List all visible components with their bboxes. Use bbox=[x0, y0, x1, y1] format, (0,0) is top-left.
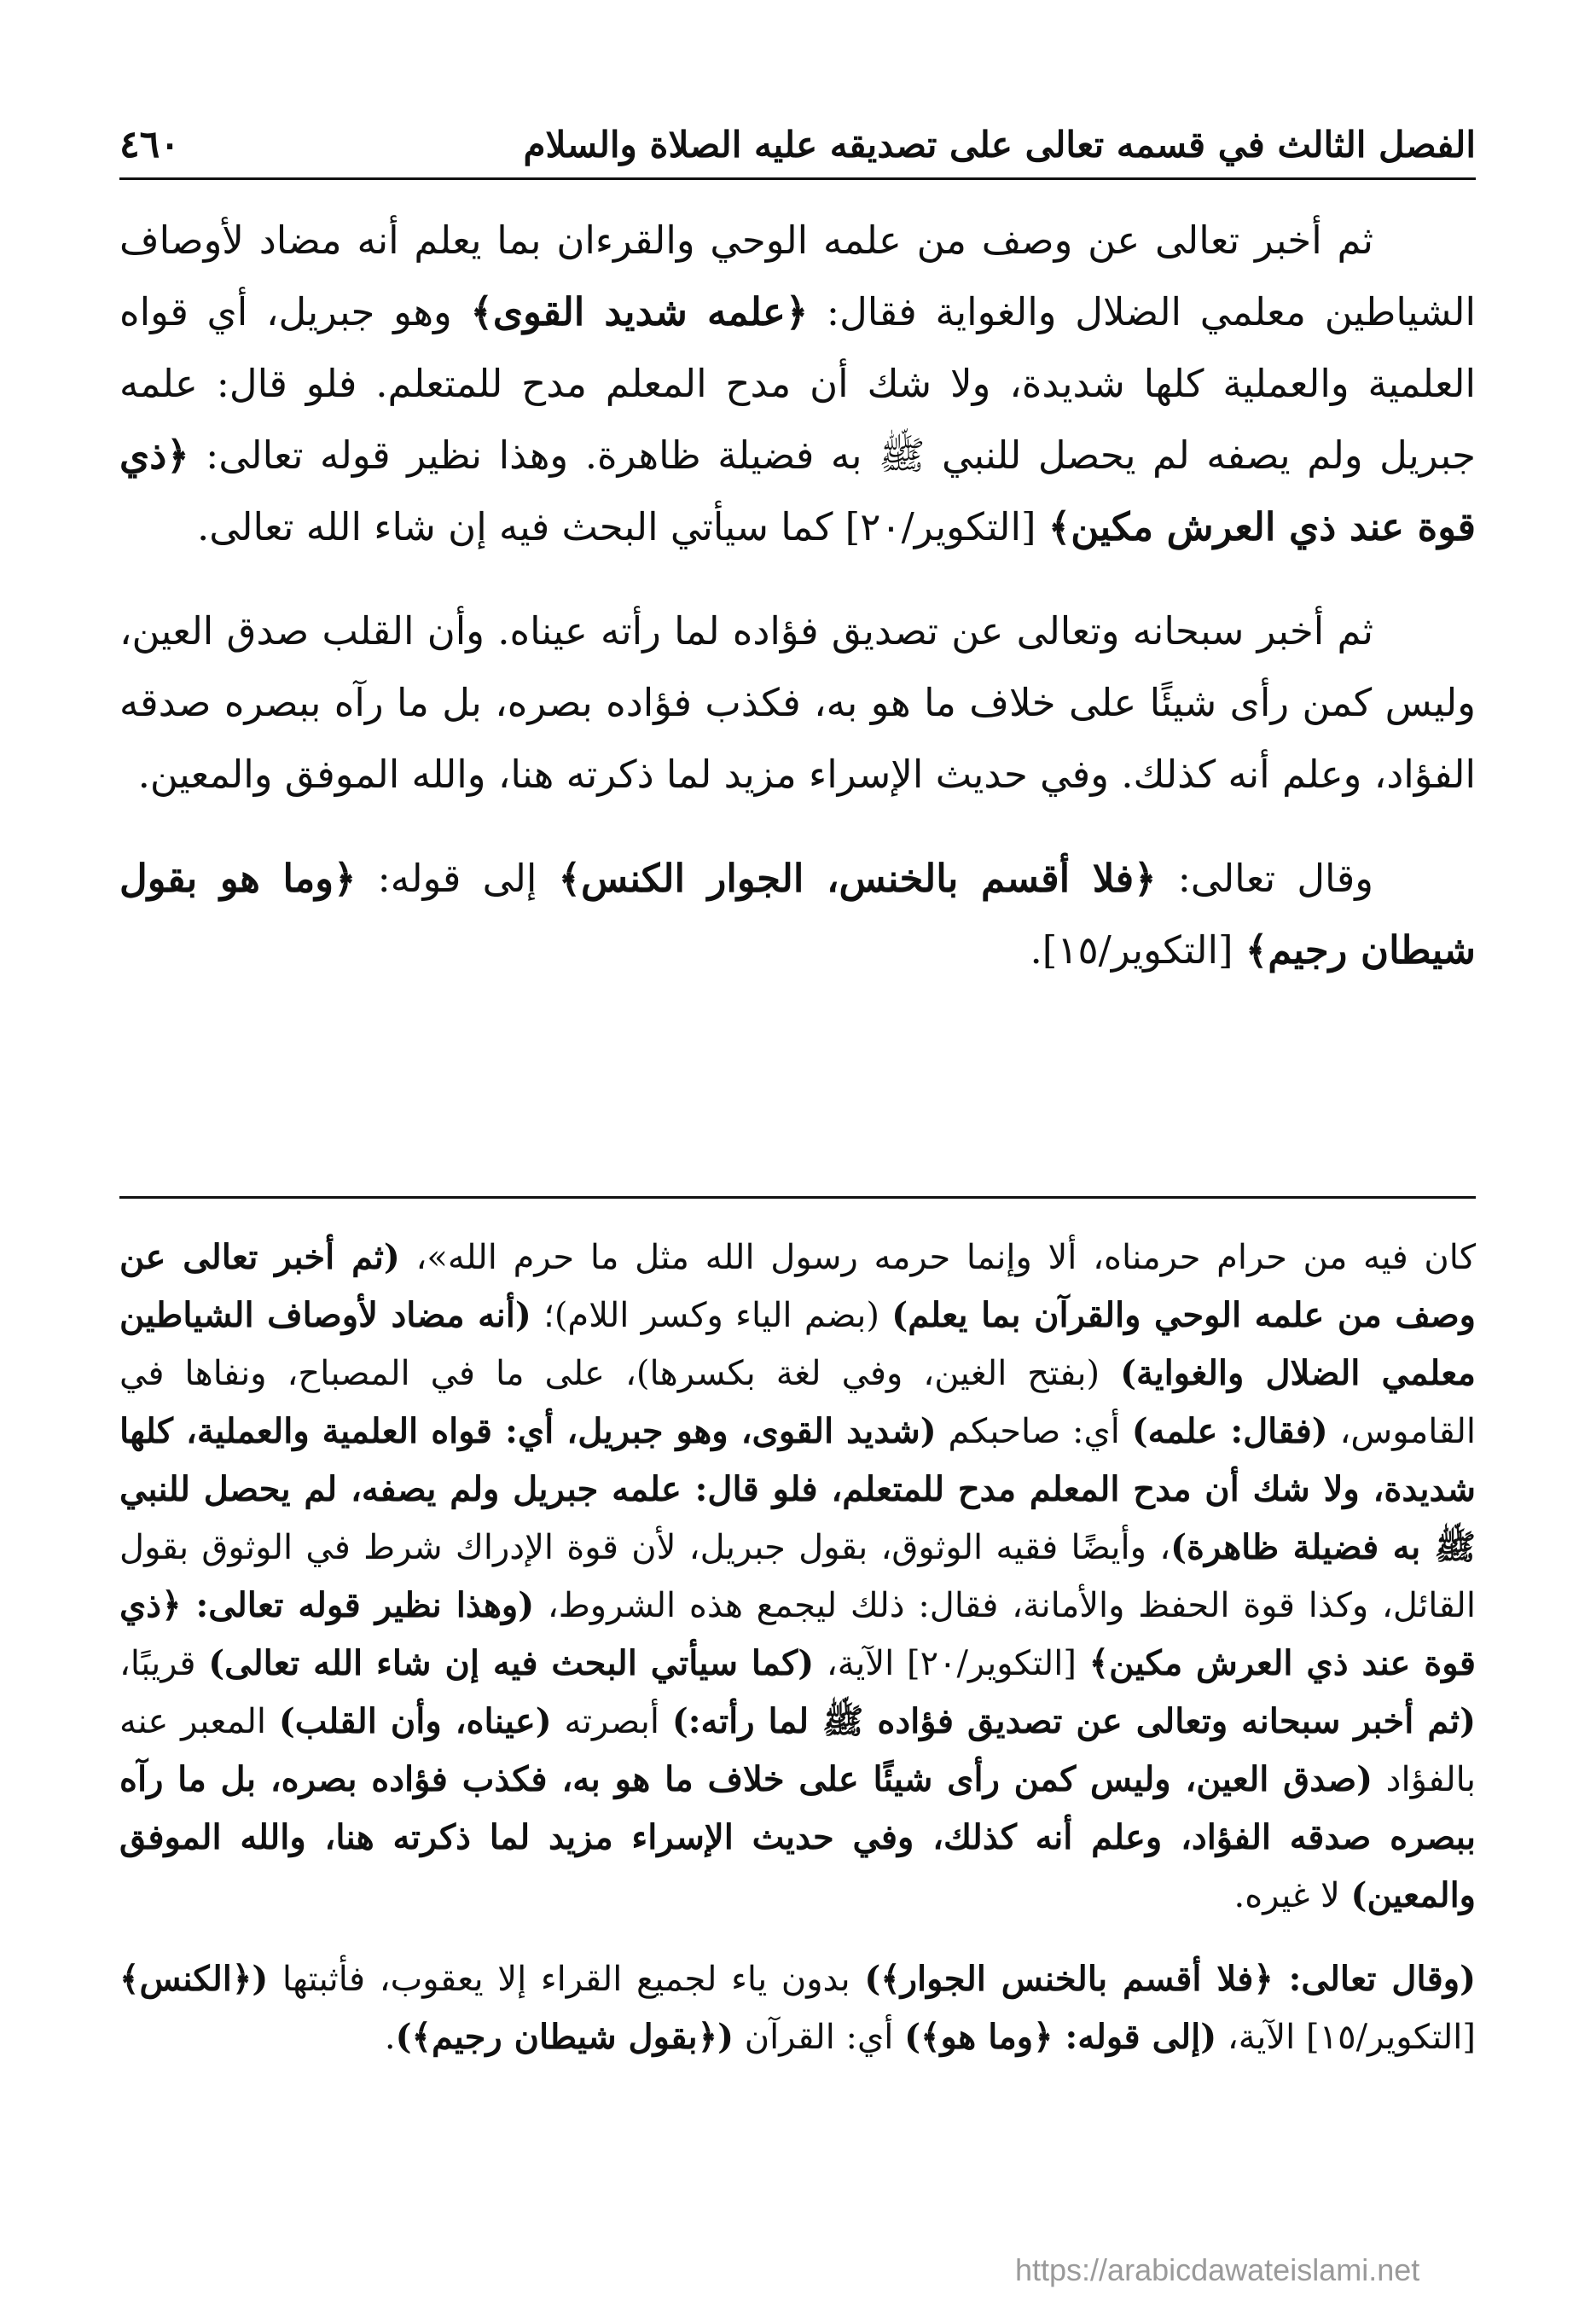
text-run: [التكوير/١٥] الآية، bbox=[1216, 2018, 1476, 2057]
quran-quote: ﴿ذي قوة عند ذي العرش مكين﴾ bbox=[119, 433, 1476, 549]
text-run: [التكوير/٢٠] الآية، bbox=[814, 1644, 1089, 1683]
bold-run: (﴿بقول شيطان رجيم﴾) bbox=[395, 2017, 734, 2057]
text-run: كان فيه من حرام حرمناه، ألا وإنما حرمه رسول الله مثل ما حرم الله»، bbox=[399, 1238, 1476, 1277]
text-run: إلى قوله: bbox=[356, 856, 559, 901]
main-paragraph bbox=[119, 843, 1476, 986]
page-number: ٤٦٠ bbox=[119, 122, 180, 166]
text-run: ثم أخبر تعالى عن وصف من علمه الوحي والقرءان بما يعلم أنه مضاد لأوصاف الشياطين معلمي الضلال والغواية فقال: bbox=[119, 218, 1476, 334]
text-run: (بفتح الغين، وفي لغة بكسرها)، على ما في المصباح، ونفاها في القاموس، bbox=[119, 1354, 1477, 1451]
bold-run: (فقال: علمه) bbox=[1131, 1411, 1328, 1451]
text-run: أبصرته bbox=[551, 1702, 672, 1741]
bold-run: (ثم أخبر تعالى عن وصف من علمه الوحي والقرآن بما يعلم) bbox=[119, 1237, 1477, 1335]
bold-run: (وقال تعالى: ﴿فلا أقسم بالخنس الجوار﴾) bbox=[864, 1959, 1477, 1999]
main-paragraph bbox=[119, 205, 1476, 563]
bold-run: (وهذا نظير قوله تعالى: ﴿ذي قوة عند ذي العرش مكين﴾ bbox=[119, 1585, 1477, 1683]
bold-run: (ثم أخبر سبحانه وتعالى عن تصديق فؤاده ﷺ لما رأته:) bbox=[671, 1701, 1477, 1741]
commentary-text bbox=[119, 1229, 1476, 2092]
footnote-divider bbox=[119, 1196, 1476, 1199]
text-run: قريبًا، bbox=[119, 1644, 209, 1683]
quran-quote: ﴿علمه شديد القوى﴾ bbox=[470, 289, 809, 334]
text-run: المعبر عنه بالفؤاد bbox=[119, 1702, 1476, 1799]
watermark-url: https://arabicdawateislami.net bbox=[1015, 2252, 1420, 2287]
text-run: بدون ياء لجميع القراء إلا يعقوب، فأثبتها bbox=[268, 1960, 865, 1999]
quran-quote: ﴿وما هو بقول شيطان رجيم﴾ bbox=[119, 856, 1476, 973]
quran-quote: ﴿فلا أقسم بالخنس، الجوار الكنس﴾ bbox=[558, 856, 1157, 901]
page-header bbox=[119, 111, 1476, 180]
text-run: . bbox=[384, 2018, 396, 2057]
commentary-paragraph bbox=[119, 1950, 1476, 2066]
text-run: لا غيره. bbox=[1233, 1876, 1351, 1915]
text-run: ، وأيضًا فقيه الوثوق، بقول جبريل، لأن قوة الإدراك شرط في الوثوق بقول القائل، وكذا قوة الحفظ والأمانة، فقال: ذلك ليجمع هذه الشروط، bbox=[119, 1528, 1476, 1625]
text-run: [التكوير/٢٠] كما سيأتي البحث فيه إن شاء الله تعالى. bbox=[196, 504, 1048, 549]
bold-run: (كما سيأتي البحث فيه إن شاء الله تعالى) bbox=[208, 1643, 815, 1683]
bold-run: (عيناه، وأن القلب) bbox=[278, 1701, 552, 1741]
text-run: أي: صاحبكم bbox=[936, 1412, 1132, 1451]
bold-run: (صدق العين، وليس كمن رأى شيئًا على خلاف ما هو به، فكذب فؤاده بصره، بل ما رآه ببصره صدقه الفؤاد، وعلم أنه كذلك، وفي حديث الإسراء مزيد لما ذكرته هنا، والله الموفق والمعين) bbox=[119, 1759, 1476, 1915]
main-text bbox=[119, 205, 1476, 1019]
text-run: وقال تعالى: bbox=[1156, 856, 1373, 901]
bold-run: (أنه مضاد لأوصاف الشياطين معلمي الضلال والغواية) bbox=[119, 1295, 1476, 1393]
commentary-paragraph bbox=[119, 1229, 1476, 1925]
text-run: وهو جبريل، أي قواه العلمية والعملية كلها شديدة، ولا شك أن مدح المعلم مدح للمتعلم. فلو قال: علمه جبريل ولم يصفه لم يحصل للنبي ﷺ به فضيلة ظاهرة. وهذا نظير قوله تعالى: bbox=[119, 289, 1476, 478]
bold-run: (شديد القوى، وهو جبريل، أي: قواه العلمية والعملية، كلها شديدة، ولا شك أن مدح المعلم مدح للمتعلم، فلو قال: علمه جبريل ولم يصفه، لم يحصل للنبي ﷺ به فضيلة ظاهرة) bbox=[119, 1411, 1476, 1567]
main-paragraph: ثم أخبر سبحانه وتعالى عن تصديق فؤاده لما رأته عيناه. وأن القلب صدق العين، وليس كمن رأى شيئًا على خلاف ما هو به، فكذب فؤاده بصره، بل ما رآه ببصره صدقه الفؤاد، وعلم أنه كذلك. وفي حديث الإسراء مزيد لما ذكرته هنا، والله الموفق والمعين. bbox=[119, 608, 1476, 797]
bold-run: (إلى قوله: ﴿وما هو﴾) bbox=[904, 2017, 1217, 2057]
running-head: الفصل الثالث في قسمه تعالى على تصديقه عليه الصلاة والسلام bbox=[523, 123, 1476, 166]
text-run: [التكوير/١٥]. bbox=[1030, 927, 1245, 973]
text-run: أي: القرآن bbox=[734, 2018, 905, 2057]
bold-run: (﴿الكنس﴾ bbox=[119, 1959, 269, 1999]
text-run: (بضم الياء وكسر اللام)؛ bbox=[531, 1296, 892, 1335]
